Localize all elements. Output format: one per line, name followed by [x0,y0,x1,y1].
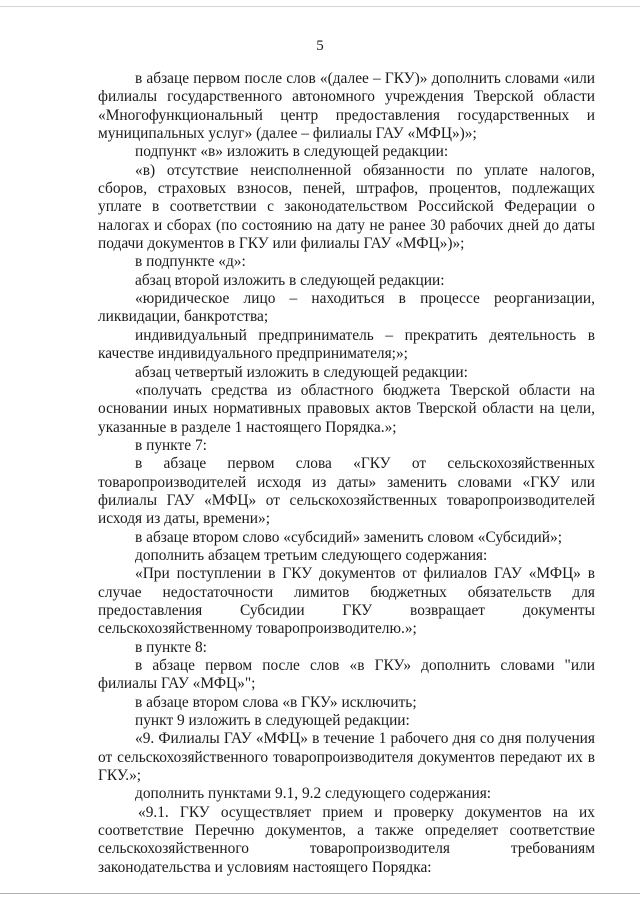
paragraph: абзац четвертый изложить в следующей редакции: [135,363,468,381]
paragraph: «9. Филиалы ГАУ «МФЦ» в течение 1 рабочего дня со дня получения от сельскохозяйственного товаропроизводителя документов передают их в ГКУ.»; [98,730,595,785]
paragraph: «При поступлении в ГКУ документов от филиалов ГАУ «МФЦ» в случае недостаточности лимитов бюджетных обязательств для предоставления Субсидии ГКУ возвращает документы сельскохозяйственному товаропроизводителю.»; [98,565,595,638]
paragraph: в абзаце первом слова «ГКУ от сельскохозяйственных товаропроизводителей исходя из даты» заменить словами «ГКУ или филиалы ГАУ «МФЦ» от сельскохозяйственных товаропроизводителей исходя из даты, времени»; [98,455,595,528]
paragraph: пункт 9 изложить в следующей редакции: [135,712,410,730]
document-body [98,70,595,877]
paragraph: в абзаце первом после слов «(далее – ГКУ)» дополнить словами «или филиалы государственного автономного учреждения Тверской области «Многофункциональный центр предоставления государственных и муниципальных услуг» (далее – филиалы ГАУ «МФЦ»)»; [98,70,595,143]
paragraph: «получать средства из областного бюджета Тверской области на основании иных нормативных правовых актов Тверской области на цели, указанные в разделе 1 настоящего Порядка.»; [98,381,595,436]
scan-artifact-top [0,6,640,7]
paragraph: «в) отсутствие неисполненной обязанности по уплате налогов, сборов, страховых взносов, пеней, штрафов, процентов, подлежащих уплате в соответствии с законодательством Российской Федерации о налогах и сборах (по состоянию на дату не ранее 30 рабочих дней до даты подачи документов в ГКУ или филиалы ГАУ «МФЦ»)»; [98,161,595,253]
page-number: 5 [316,38,324,54]
paragraph: в абзаце втором слова «в ГКУ» исключить; [135,693,417,711]
paragraph: в абзаце первом после слов «в ГКУ» дополнить словами "или филиалы ГАУ «МФЦ»"; [98,657,595,693]
paragraph: в подпункте «д»: [135,253,246,271]
scan-artifact-bottom [0,893,640,894]
paragraph: дополнить абзацем третьим следующего содержания: [135,546,488,564]
paragraph: в пункте 8: [135,638,207,656]
paragraph: дополнить пунктами 9.1, 9.2 следующего содержания: [135,785,492,803]
paragraph: «юридическое лицо – находиться в процессе реорганизации, ликвидации, банкротства; [98,290,595,326]
paragraph: подпункт «в» изложить в следующей редакции: [135,143,449,161]
paragraph: «9.1. ГКУ осуществляет прием и проверку документов на их соответствие Перечню документов, а также определяет соответствие сельскохозяйственного товаропроизводителя требованиям законодательства и условиям настоящего Порядка: [98,803,595,876]
paragraph: абзац второй изложить в следующей редакции: [135,271,445,289]
paragraph: в пункте 7: [135,436,207,454]
paragraph: в абзаце втором слово «субсидий» заменить словом «Субсидий»; [135,528,563,546]
paragraph: индивидуальный предприниматель – прекратить деятельность в качестве индивидуального предпринимателя;»; [98,326,595,363]
